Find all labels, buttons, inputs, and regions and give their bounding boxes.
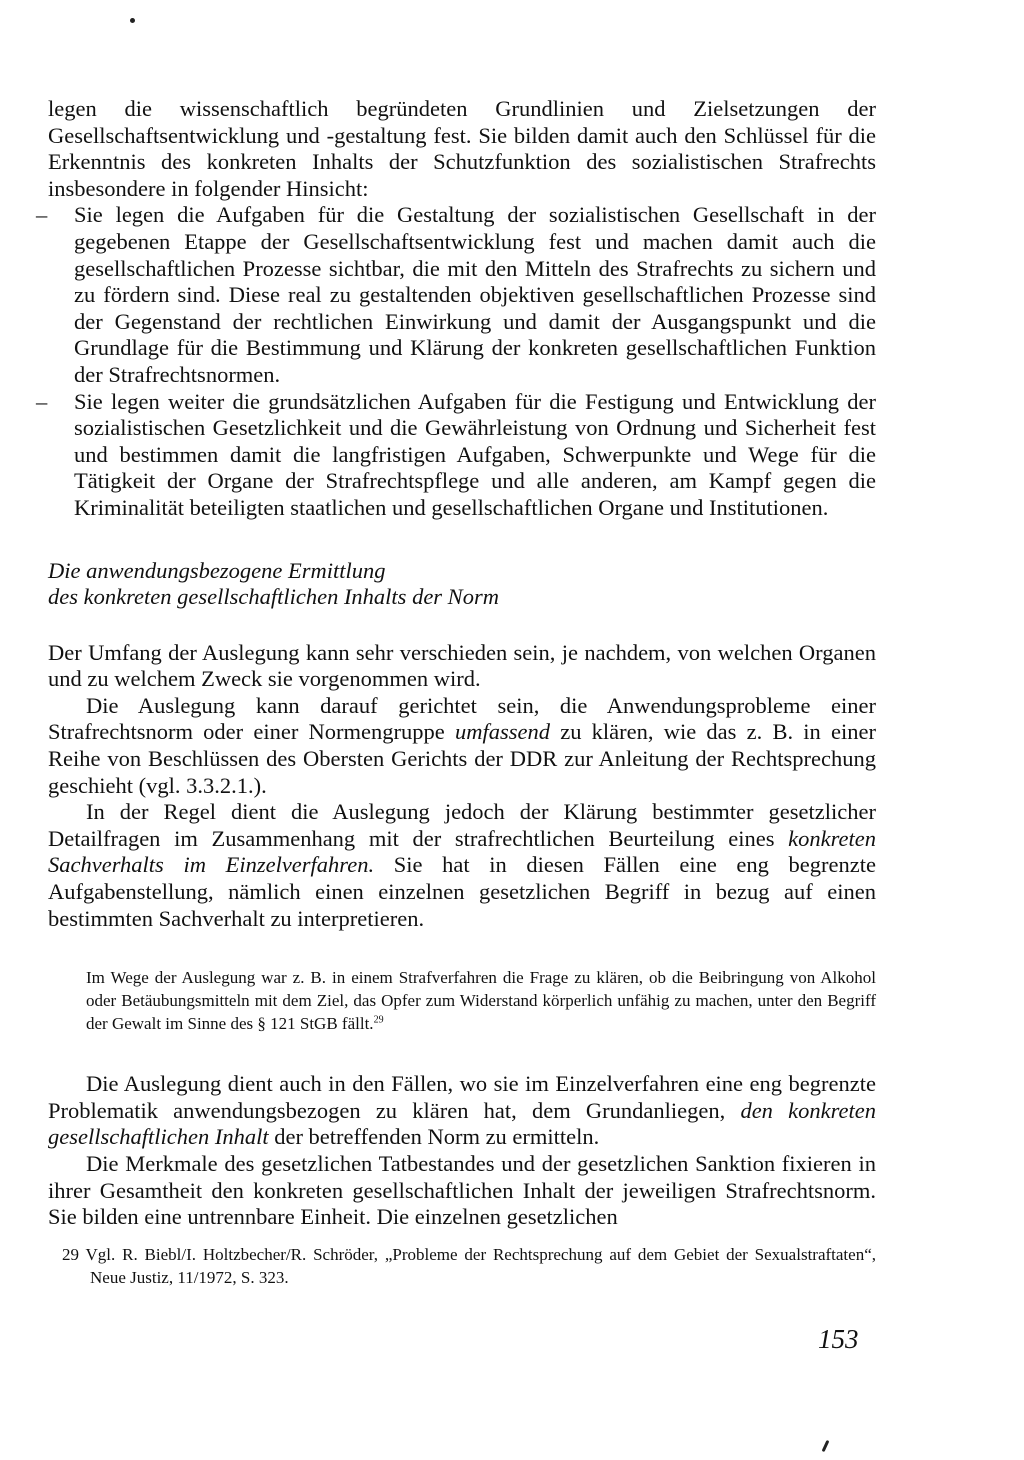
section-heading <box>48 558 876 611</box>
paragraph-4-text-a: Die Auslegung dient auch in den Fällen, wo sie im Einzelverfahren eine eng begrenzte Problematik anwendungsbezogen zu klären hat, dem Grundanliegen, <box>48 1071 876 1123</box>
example-block <box>86 966 876 1035</box>
paragraph-5: Die Merkmale des gesetzlichen Tatbestandes und der gesetzlichen Sanktion fixieren in ihrer Gesamtheit den konkreten gesellschaftlichen Inhalt der jeweiligen Strafrechtsnorm. Sie bilden eine untrennbare Einheit. Die einzelnen gesetzlichen <box>48 1151 876 1230</box>
section-heading-line-1: Die anwendungsbezogene Ermittlung <box>48 557 386 583</box>
scan-speck <box>822 1440 830 1452</box>
page-number: 153 <box>818 1324 859 1354</box>
scan-speck <box>130 18 135 23</box>
section-heading-line-2: des konkreten gesellschaftlichen Inhalts der Norm <box>48 584 499 610</box>
paragraph-4-emphasis: den konkreten gesellschaftlichen Inhalt <box>48 1097 876 1150</box>
list-item-text: Sie legen weiter die grundsätzlichen Aufgaben für die Festigung und Entwicklung der sozialistischen Gesetzlichkeit und die Gewährleistung von Ordnung und Sicherheit fest und bestimmen damit die langfristigen Aufgaben, Schwerpunkte und Wege für die Tätigkeit der Organe der Strafrechtspflege und alle anderen, am Kampf gegen die Kriminalität beteiligten staatlichen und gesellschaftlichen Organe und Institutionen. <box>74 388 876 520</box>
footnote-reference: 29 <box>373 1014 384 1026</box>
paragraph-3-emphasis: konkreten Sachverhalts im Einzelverfahren. <box>48 825 876 878</box>
intro-paragraph: legen die wissenschaftlich begründeten Grundlinien und Zielsetzungen der Gesellschaftsentwicklung und -gestaltung fest. Sie bilden damit auch den Schlüssel für die Erkenntnis des konkreten Inhalts der Schutzfunktion des sozialistischen Strafrechts insbesondere in folgender Hinsicht: <box>48 96 876 201</box>
paragraph-4 <box>48 1071 876 1151</box>
page-content <box>36 96 876 1289</box>
example-text: Im Wege der Auslegung war z. B. in einem Strafverfahren die Frage zu klären, ob die Beibringung von Alkohol oder Betäubungsmitteln mit dem Ziel, das Opfer zum Widerstand körperlich unfähig zu machen, unter den Begriff der Gewalt im Sinne des § 121 StGB fällt. <box>86 968 876 1034</box>
paragraph-3 <box>48 799 876 932</box>
footnote: 29 Vgl. R. Biebl/I. Holtzbecher/R. Schröder, „Probleme der Rechtsprechung auf dem Gebiet der Sexualstraftaten“, Neue Justiz, 11/1972, S. 323. <box>62 1244 876 1287</box>
list-item-text: Sie legen die Aufgaben für die Gestaltung der sozialistischen Gesellschaft in der gegebenen Etappe der Gesellschaftsentwicklung fest und machen damit auch die gesellschaftlichen Prozesse sichtbar, die mit den Mitteln des Strafrechts zu sichern und zu fördern sind. Diese real zu gestaltenden objektiven gesellschaftlichen Prozesse sind der Gegenstand der rechtlichen Einwirkung und damit der Ausgangspunkt und die Grundlage für die Bestimmung und Klärung der konkreten gesellschaftlichen Funktion der Strafrechtsnormen. <box>74 202 876 387</box>
paragraph-2-text-a: Die Auslegung kann darauf gerichtet sein, die Anwendungsprobleme einer Strafrechtsnorm oder einer Normengruppe <box>48 692 876 745</box>
paragraph-3-text-b: Sie hat in diesen Fällen eine eng begrenzte Aufgabenstellung, nämlich einen einzelnen gesetzlichen Begriff in bezug auf einen bestimmten Sachverhalt zu interpretieren. <box>48 852 876 931</box>
paragraph-1: Der Umfang der Auslegung kann sehr verschieden sein, je nachdem, von welchen Organen und zu welchem Zweck sie vorgenommen wird. <box>48 639 876 692</box>
paragraph-4-text-b: der betreffenden Norm zu ermitteln. <box>268 1124 600 1150</box>
paragraph-2-emphasis: umfassend <box>454 719 550 745</box>
dash-bullet: – <box>36 202 48 228</box>
paragraph-3-text-a: In der Regel dient die Auslegung jedoch der Klärung bestimmter gesetzlicher Detailfragen im Zusammenhang mit der strafrechtlichen Beurteilung eines <box>48 799 876 851</box>
list-item <box>36 202 876 388</box>
dash-bullet: – <box>36 388 48 414</box>
paragraph-2 <box>48 693 876 799</box>
dash-list <box>36 202 876 521</box>
paragraph-2-text-b: zu klären, wie das z. B. in einer Reihe von Beschlüssen des Obersten Gerichts der DDR zur Anleitung der Rechtsprechung geschieht (vgl. 3.3.2.1.). <box>48 719 876 798</box>
list-item <box>36 388 876 522</box>
